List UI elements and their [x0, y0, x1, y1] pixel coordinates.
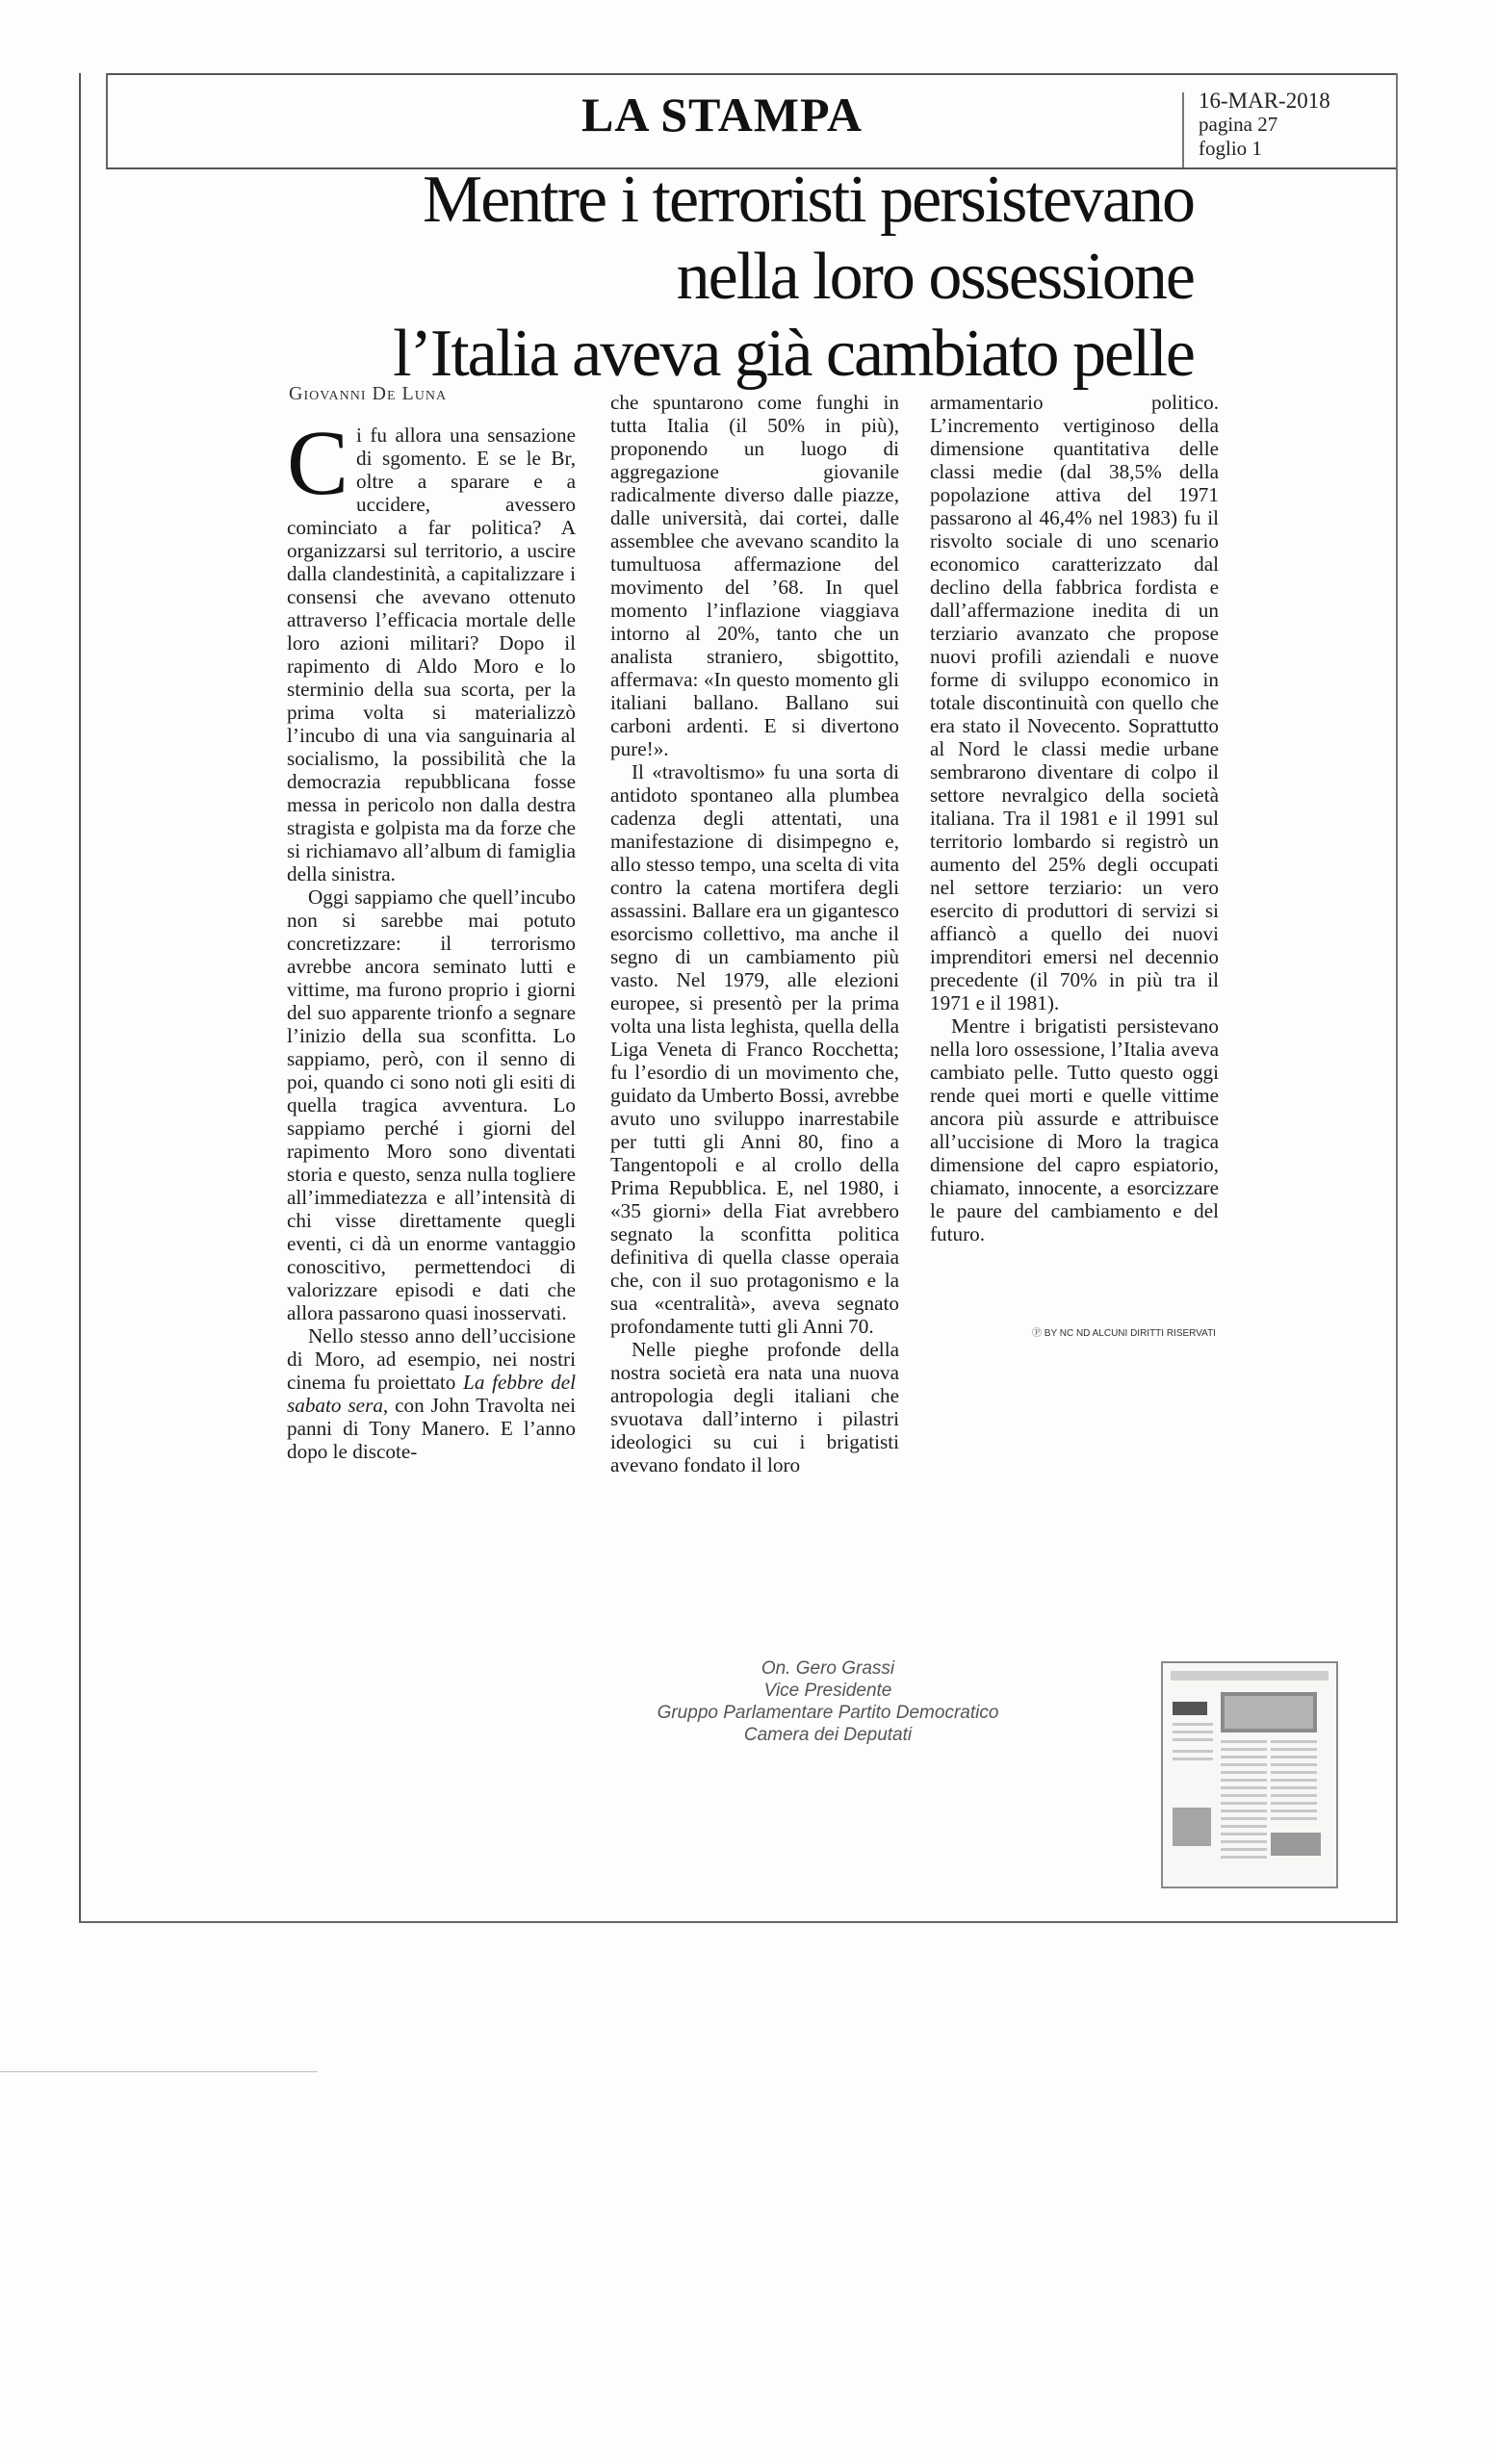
article-column-2	[610, 391, 899, 1476]
frame-bottom-rule	[79, 1921, 1398, 1923]
byline: Giovanni De Luna	[289, 383, 448, 404]
frame-inner-left-rule	[106, 73, 108, 169]
paragraph: Il «travoltismo» fu una sorta di antidoto spontaneo alla plumbea cadenza degli attentati, una manifestazione di disimpegno e, allo stesso tempo, una scelta di vita contro la catena mortifera degli assassini. Ballare era un gigantesco esorcismo collettivo, ma anche il segno di un cambiamento più vasto. Nel 1979, alle elezioni europee, si presentò per la prima volta una lista leghista, quella della Liga Veneta di Franco Rocchetta; fu l’esordio di un movimento che, guidato da Umberto Bossi, avrebbe avuto uno sviluppo inarrestabile per tutti gli Anni 80, fino a Tangentopoli e al crollo della Prima Repubblica. E, nel 1980, i «35 giorni» della Fiat avrebbero segnato la sconfitta politica definitiva di quella classe operaia che, con il suo protagonismo e la sua «centralità», aveva segnato profondamente tutti gli Anni 70.	[610, 760, 899, 1338]
signature-name: On. Gero Grassi	[761, 1658, 895, 1679]
paragraph: che spuntarono come funghi in tutta Italia (il 50% in più), proponendo un luogo di aggregazione giovanile radicalmente diverso dalle piazze, dalle università, dai cortei, dalle assemblee che avevano scandito la tumultuosa affermazione del movimento del ’68. In quel momento l’inflazione viaggiava intorno al 20%, tanto che un analista straniero, sbigottito, affermava: «In questo momento gli italiani ballano. Ballano sui carboni ardenti. E si divertono pure!».	[610, 391, 899, 760]
headline-line-2: nella loro ossessione	[676, 240, 1194, 314]
paragraph	[287, 411, 576, 886]
copyright-text: BY NC ND ALCUNI DIRITTI RISERVATI	[1044, 1328, 1216, 1339]
masthead: LA STAMPA	[581, 88, 863, 141]
thumbnail-preview-icon	[1163, 1663, 1336, 1886]
article-column-3	[930, 391, 1219, 1245]
header-divider	[1182, 92, 1184, 167]
clipping-sheet: foglio 1	[1199, 137, 1262, 160]
headline-line-3: l’Italia aveva già cambiato pelle	[393, 317, 1194, 391]
signature-stamp	[597, 1657, 1059, 1746]
signature-chamber: Camera dei Deputati	[743, 1725, 913, 1745]
paragraph: Nelle pieghe profonde della nostra società era nata una nuova antropologia degli italiani che svuotava dall’interno i pilastri ideologici su cui i brigatisti avevano fondato il loro	[610, 1338, 899, 1476]
frame-top-rule	[106, 73, 1396, 75]
paragraph: Oggi sappiamo che quell’incubo non si sarebbe mai potuto concretizzare: il terrorismo avrebbe ancora seminato lutti e vittime, ma furono proprio i giorni del suo apparente trionfo a segnare l’inizio della sua sconfitta. Lo sappiamo, però, con il senno di poi, quando ci sono noti gli esiti di quella tragica avventura. Lo sappiamo perché i giorni del rapimento Moro sono diventati storia e questo, senza nulla togliere all’immediatezza e all’intensità di chi visse direttamente quegli eventi, ci dà un enorme vantaggio conoscitivo, permettendoci di valorizzare episodi e dati che allora passarono quasi inosservati.	[287, 886, 576, 1324]
signature-group: Gruppo Parlamentare Partito Democratico	[657, 1703, 999, 1723]
page-thumbnail	[1161, 1661, 1338, 1888]
scan-artifact-line	[0, 2071, 318, 2072]
frame-left-rule	[79, 73, 81, 1923]
paragraph: Mentre i brigatisti persistevano nella loro ossessione, l’Italia aveva cambiato pelle. Tutto questo oggi rende quei morti e quelle vittime ancora più assurde e attribuisce all’uccisione di Moro la tragica dimensione del capro espiatorio, chiamato, innocente, a esorcizzare le paure del cambiamento e del futuro.	[930, 1014, 1219, 1245]
frame-right-rule	[1396, 73, 1398, 1923]
dropcap: C	[287, 411, 349, 514]
clipping-meta	[1199, 89, 1391, 161]
clipping-date: 16-MAR-2018	[1199, 89, 1330, 113]
clipping-page: pagina 27	[1199, 113, 1278, 136]
paragraph: armamentario politico. L’incremento vertiginoso della dimensione quantitativa delle classi medie (dal 38,5% della popolazione attiva del 1971 passarono al 46,4% nel 1983) fu il risvolto sociale di uno scenario economico caratterizzato dal declino della fabbrica fordista e dall’affermazione inedita di un terziario avanzato che propose nuovi profili aziendali e nuove forme di sviluppo economico in totale discontinuità con quello che era stato il Novecento. Soprattutto al Nord le classi medie urbane sembrarono diventare di colpo il settore nevralgico della società italiana. Tra il 1981 e il 1991 sul territorio lombardo si registrò un aumento del 25% degli occupati nel settore terziario: un vero esercito di produttori di servizi si affiancò a quello dei nuovi imprenditori emersi nel decennio precedente (il 70% in più tra il 1971 e il 1981).	[930, 391, 1219, 1014]
signature-role: Vice Presidente	[763, 1681, 892, 1701]
creative-commons-icon: Ⓟ	[1032, 1328, 1042, 1339]
article-column-1	[287, 411, 577, 1463]
paragraph-text: Nello stesso anno dell’uccisione di Moro, ad esempio, nei nostri cinema fu proiettato	[287, 1324, 576, 1394]
copyright-notice	[1032, 1324, 1216, 1339]
paragraph-text: , con John Travolta nei panni di Tony Manero. E l’anno dopo le discote-	[287, 1394, 577, 1463]
film-title: La febbre del sabato sera	[287, 1371, 576, 1417]
headline-line-1: Mentre i terroristi persistevano	[422, 163, 1194, 237]
paragraph-text: i fu allora una sensazione di sgomento. E se le Br, oltre a sparare e a uccidere, avessero cominciato a far politica? A organizzarsi sul territorio, a uscire dalla clandestinità, a capitalizzare i consensi che avevano ottenuto attraverso l’efficacia mortale delle loro azioni militari? Dopo il rapimento di Aldo Moro e lo sterminio della sua scorta, per la prima volta si materializzò l’incubo di una via sanguinaria al socialismo, la possibilità che la democrazia repubblicana fosse messa in pericolo non dalla destra stragista e golpista ma da forze che si richiamavo all’album di famiglia della sinistra.	[287, 424, 576, 886]
paragraph	[287, 1324, 576, 1463]
article-headline	[270, 162, 1194, 393]
